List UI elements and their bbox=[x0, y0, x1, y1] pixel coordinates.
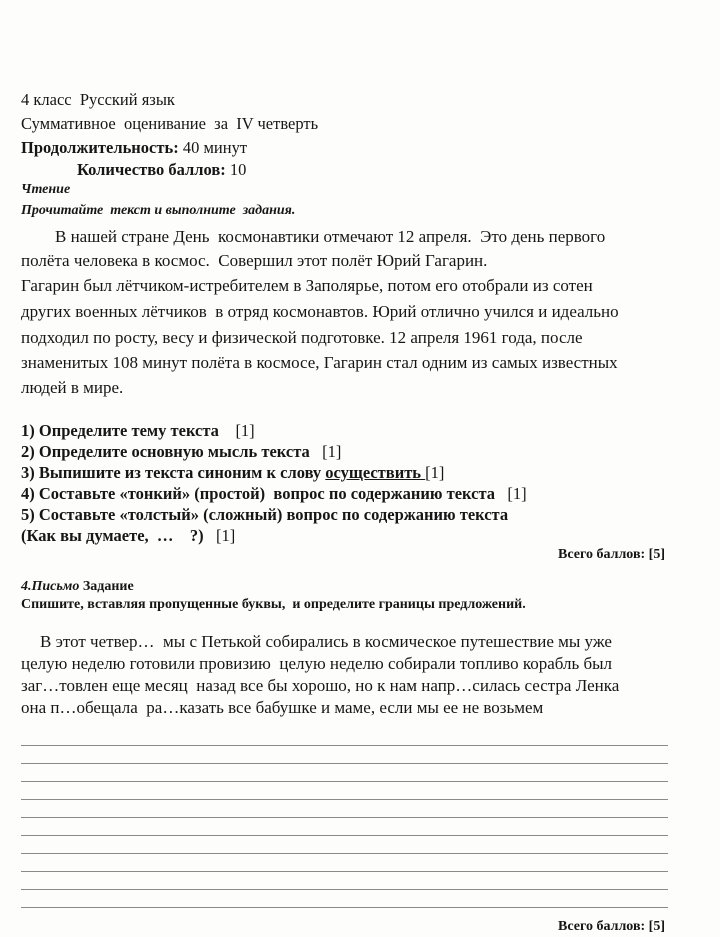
assessment-title: Суммативное оценивание за IV четверть bbox=[21, 114, 319, 133]
reading-total: Всего баллов: [5] bbox=[558, 547, 665, 562]
question-text: 3) Выпишите из текста синоним к слову bbox=[21, 463, 326, 482]
answer-line[interactable] bbox=[21, 835, 668, 836]
text-line: заг…товлен еще месяц назад все бы хорошо, но к нам напр…силась сестра Ленка bbox=[21, 676, 620, 695]
question-5 bbox=[21, 505, 508, 525]
points-label: Количество баллов: bbox=[77, 160, 226, 179]
question-1 bbox=[21, 421, 255, 441]
text-line: людей в мире. bbox=[21, 378, 124, 397]
question-text: 1) Определите тему текста bbox=[21, 421, 219, 440]
text-line: полёта человека в космос. Совершил этот полёт Юрий Гагарин. bbox=[21, 251, 488, 270]
question-text: 4) Составьте «тонкий» (простой) вопрос по содержанию текста bbox=[21, 484, 496, 503]
question-text: 5) Составьте «толстый» (сложный) вопрос по содержанию текста bbox=[21, 505, 509, 524]
question-text: 2) Определите основную мысль текста bbox=[21, 442, 310, 461]
text-line: В этот четвер… мы с Петькой собирались в космическое путешествие мы уже bbox=[40, 632, 612, 651]
answer-line[interactable] bbox=[21, 853, 668, 854]
text-line: подходил по росту, весу и физической подготовке. 12 апреля 1961 года, после bbox=[21, 328, 583, 347]
underlined-word: осуществить bbox=[325, 463, 426, 482]
reading-instruction: Прочитайте текст и выполните задания. bbox=[21, 203, 296, 218]
question-points: [1] bbox=[322, 442, 342, 461]
answer-line[interactable] bbox=[21, 817, 668, 818]
duration bbox=[21, 138, 247, 158]
question-3 bbox=[21, 463, 444, 483]
points-value: 10 bbox=[225, 160, 247, 179]
duration-value: 40 минут bbox=[178, 138, 248, 157]
text-line: Гагарин был лётчиком-истребителем в Заполярье, потом его отобрали из сотен bbox=[21, 276, 593, 295]
grade-subject: 4 класс Русский язык bbox=[21, 90, 175, 109]
duration-label: Продолжительность: bbox=[21, 138, 179, 157]
text-line: В нашей стране День космонавтики отмечают 12 апреля. Это день первого bbox=[55, 227, 606, 246]
question-4 bbox=[21, 484, 527, 504]
reading-section-title: Чтение bbox=[21, 182, 71, 197]
question-points: [1] bbox=[216, 526, 236, 545]
writing-title-italic: 4.Письмо bbox=[21, 579, 80, 594]
writing-section-title bbox=[21, 577, 134, 597]
question-2 bbox=[21, 442, 341, 462]
question-points: [1] bbox=[425, 463, 445, 482]
question-points: [1] bbox=[507, 484, 527, 503]
answer-line[interactable] bbox=[21, 889, 668, 890]
question-5-continued bbox=[21, 526, 235, 546]
answer-line[interactable] bbox=[21, 907, 668, 908]
question-text: (Как вы думаете, … ?) bbox=[21, 526, 204, 545]
answer-line[interactable] bbox=[21, 799, 668, 800]
answer-line[interactable] bbox=[21, 781, 668, 782]
question-points: [1] bbox=[235, 421, 255, 440]
answer-line[interactable] bbox=[21, 745, 668, 746]
answer-line[interactable] bbox=[21, 871, 668, 872]
writing-title-text: Задание bbox=[79, 579, 134, 594]
text-line: знаменитых 108 минут полёта в космосе, Гагарин стал одним из самых известных bbox=[21, 353, 618, 372]
writing-total: Всего баллов: [5] bbox=[558, 919, 665, 934]
writing-instruction: Спишите, вставляя пропущенные буквы, и определите границы предложений. bbox=[21, 597, 526, 612]
answer-line[interactable] bbox=[21, 763, 668, 764]
text-line: она п…обещала ра…казать все бабушке и маме, если мы ее не возьмем bbox=[21, 698, 544, 717]
text-line: других военных лётчиков в отряд космонавтов. Юрий отлично учился и идеально bbox=[21, 302, 619, 321]
points-total bbox=[77, 160, 246, 180]
text-line: целую неделю готовили провизию целую неделю собирали топливо корабль был bbox=[21, 654, 613, 673]
